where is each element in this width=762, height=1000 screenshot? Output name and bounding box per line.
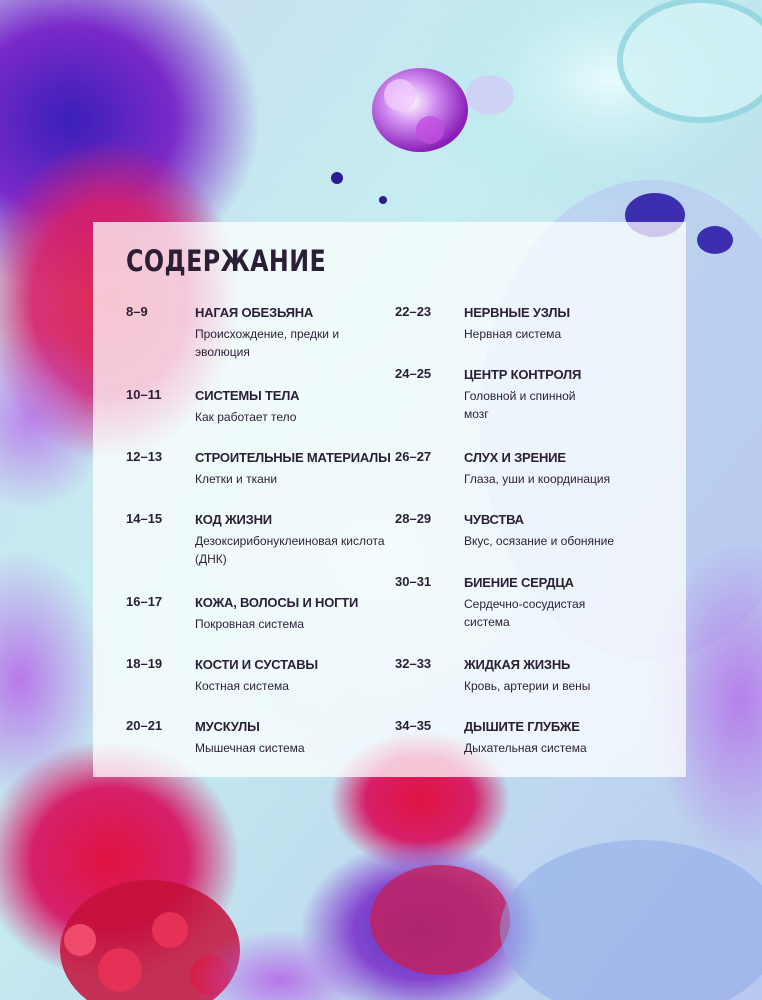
page-range: 26–27 [395,449,432,464]
section-subtitle: Как работает тело [195,410,297,424]
section-heading: МУСКУЛЫ [195,719,260,734]
section-subtitle: Дыхательная система [464,741,587,755]
section-subtitle: Головной и спинной мозг [464,389,576,421]
section-heading: СИСТЕМЫ ТЕЛА [195,388,300,403]
page-range: 30–31 [395,574,432,589]
page-range: 14–15 [126,511,163,526]
section-subtitle: Костная система [195,679,289,693]
section-heading: СТРОИТЕЛЬНЫЕ МАТЕРИАЛЫ [195,450,391,465]
section-subtitle: Мышечная система [195,741,305,755]
page-range: 28–29 [395,511,432,526]
section-subtitle: Нервная система [464,327,562,341]
section-heading: ДЫШИТЕ ГЛУБЖЕ [464,719,580,734]
section-subtitle: Дезоксирибонуклеиновая кислота (ДНК) [195,534,385,566]
page-range: 18–19 [126,656,163,671]
section-subtitle: Сердечно-сосудистая система [464,597,586,629]
page-range: 22–23 [395,304,432,319]
contents-title: СОДЕРЖАНИЕ [126,244,327,278]
section-heading: НАГАЯ ОБЕЗЬЯНА [195,305,314,320]
section-subtitle: Клетки и ткани [195,472,278,486]
section-subtitle: Вкус, осязание и обоняние [464,534,614,548]
page-range: 20–21 [126,718,163,733]
page-range: 12–13 [126,449,163,464]
section-subtitle: Покровная система [195,617,305,631]
section-heading: ЖИДКАЯ ЖИЗНЬ [464,657,571,672]
section-heading: ЦЕНТР КОНТРОЛЯ [464,367,582,382]
section-heading: ЧУВСТВА [464,512,524,527]
section-subtitle: Происхождение, предки и эволюция [195,327,340,359]
page-range: 10–11 [126,387,162,402]
section-heading: НЕРВНЫЕ УЗЛЫ [464,305,570,320]
section-subtitle: Кровь, артерии и вены [464,679,591,693]
page-range: 8–9 [126,304,148,319]
page-range: 24–25 [395,366,432,381]
contents-panel [93,222,686,777]
page-range: 34–35 [395,718,432,733]
section-heading: КОСТИ И СУСТАВЫ [195,657,318,672]
section-heading: КОД ЖИЗНИ [195,512,272,527]
section-heading: КОЖА, ВОЛОСЫ И НОГТИ [195,595,359,610]
section-subtitle: Глаза, уши и координация [464,472,611,486]
section-heading: БИЕНИЕ СЕРДЦА [464,575,574,590]
page-range: 32–33 [395,656,432,671]
section-heading: СЛУХ И ЗРЕНИЕ [464,450,566,465]
page-range: 16–17 [126,594,163,609]
